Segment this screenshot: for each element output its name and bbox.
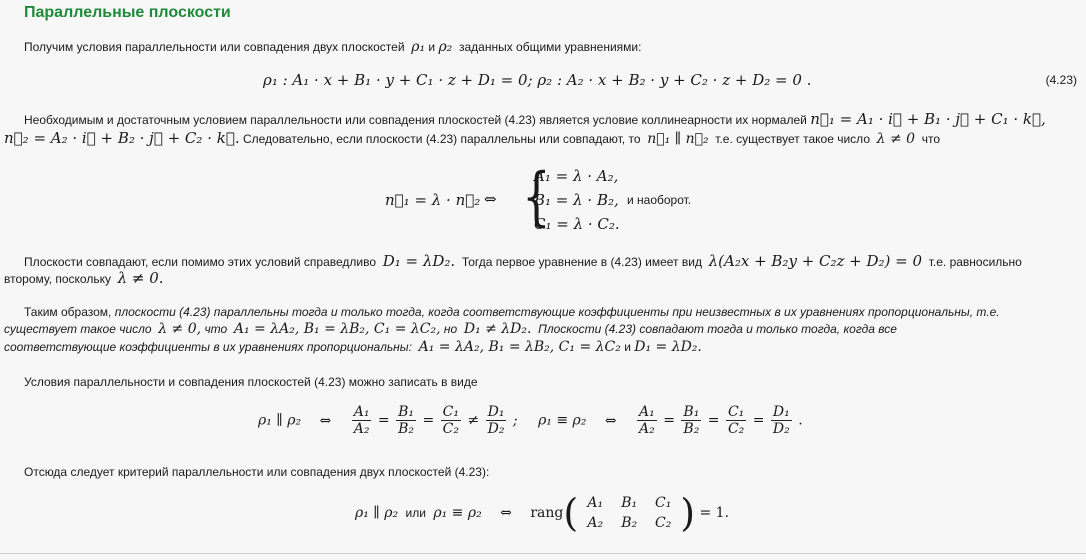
exists-text: т.е. существует такое число [715,132,870,146]
frac-h-num: D₁ [772,404,790,420]
frac-c-num: C₁ [442,404,459,420]
summary-d-neq: D₁ ≠ λD₂. [463,321,532,337]
d-condition: D₁ = λD₂. [382,252,456,270]
coincide-text-b: Тогда первое уравнение в (4.23) имеет вид [461,255,702,269]
intro-text-b: заданных общими уравнениями: [458,40,642,54]
frac-g-den: C₂ [727,421,745,437]
rank-result: = 1. [699,505,730,521]
normal2-formula: n⃗₂ = A₂ · i⃗ + B₂ · j⃗ + C₂ · k⃗. [4,129,240,147]
coincide-paragraph-line1 [24,253,1022,270]
summary-d-eq: D₁ = λD₂. [634,339,702,355]
summary-that: что [204,322,228,336]
left-paren: ( [563,491,579,535]
frac-e-num: A₁ [639,404,655,420]
that-text: что [921,132,941,146]
frac-a-den: A₂ [353,421,370,437]
coef-matrix [578,493,680,533]
coincide-text-c: т.е. равносильно [928,255,1022,269]
equation-number: (4.23) [1045,73,1077,87]
rank-equation [355,493,729,533]
parallel-normals-formula: n⃗₁ ∥ n⃗₂ [647,131,709,147]
normals-paragraph-line2 [4,130,940,147]
consequence-text: Следовательно, если плоскости (4.23) параллельны или совпадают, то [242,132,641,146]
m-c2: C₂ [655,515,672,531]
rho2-symbol: ρ₂ [438,39,453,55]
frac-c-den: C₂ [442,421,459,437]
system-row-c: C₁ = λ · C₂. [534,215,620,233]
equation-4-23: ρ₁ : A₁ · x + B₁ · y + C₁ · z + D₁ = 0; ρ₂ : A₂ · x + B₂ · y + C₂ · z + D₂ = 0 . [263,71,812,89]
conversely-text: и наоборот. [627,193,692,207]
summary-all-proportions: A₁ = λA₂, B₁ = λB₂, C₁ = λC₂ [418,339,621,355]
eq-sign-4: = [707,412,720,429]
summary-line1 [24,304,1000,320]
neq-sign: ≠ [467,412,480,429]
rank-coincide: ρ₁ ≡ ρ₂ [433,505,482,521]
summary-but: но [443,322,458,336]
ratio-equation [258,404,803,437]
lambda-equation: λ(A₂x + B₂y + C₂z + D₂) = 0 [708,252,923,270]
frac-a-num: A₁ [353,404,370,420]
m-b2: B₂ [621,515,638,531]
frac-e-den: A₂ [639,421,655,437]
m-b1: B₁ [621,495,638,511]
system-row-a: A₁ = λ · A₂, [534,167,619,185]
rank-parallel: ρ₁ ∥ ρ₂ [355,505,399,521]
normals-paragraph-line1 [24,111,1046,128]
summary-italic-c: Плоскости (4.23) совпадают тогда и только тогда, когда все [538,322,897,336]
ratio-iff-1: ⇔ [319,412,332,429]
summary-and: и [624,340,631,354]
rank-or: или [405,506,426,520]
right-paren: ) [680,491,696,535]
intro-and: и [428,40,436,54]
summary-italic-a: плоскости (4.23) параллельны тогда и только тогда, когда соответствующие коэффициенты при неизвестных в их уравнениях пропорциональны, т.е. [114,305,1000,319]
write-form-text: Условия параллельности и совпадения плоскостей (4.23) можно записать в виде [24,375,478,389]
eq-sign-1: = [377,412,390,429]
summary-proportions: A₁ = λA₂, B₁ = λB₂, C₁ = λC₂, [233,321,441,337]
eq-sign-5: = [752,412,765,429]
lambda-nonzero-2: λ ≠ 0. [117,269,164,287]
system-rows [534,164,620,236]
lambda-nonzero: λ ≠ 0 [876,131,916,147]
frac-h-den: D₂ [772,421,790,437]
coincide-symbol: ρ₁ ≡ ρ₂ [538,412,587,429]
intro-paragraph [24,39,641,55]
eq-sign-2: = [422,412,435,429]
matrix-row-1 [578,493,680,513]
eq-sign-3: = [663,412,675,429]
frac-d-den: D₂ [487,421,505,437]
parallel-symbol: ρ₁ ∥ ρ₂ [258,412,302,429]
system-iff: ⇔ [484,190,497,208]
coincide-paragraph-line2 [4,270,164,287]
summary-italic-d: соответствующие коэффициенты в их уравнениях пропорциональны: [4,340,412,354]
m-a2: A₂ [587,515,604,531]
coincide-text-a: Плоскости совпадают, если помимо этих условий справедливо [24,255,377,269]
normals-text: Необходимым и достаточным условием параллельности или совпадения плоскостей (4.23) является условие коллинеарности их нормалей [24,113,807,127]
m-c1: C₁ [655,495,672,511]
rho1-symbol: ρ₁ [411,39,426,55]
bottom-divider [0,553,1086,554]
semicolon: ; [512,412,518,429]
coincide-text-d: второму, поскольку [4,272,111,286]
criterion-text: Отсюда следует критерий параллельности или совпадения двух плоскостей (4.23): [24,465,490,479]
system-row-b: B₁ = λ · B₂, [534,191,619,209]
matrix-row-2 [578,513,680,533]
system-brace: { [522,160,551,234]
rang-label: rang [530,505,564,521]
normal1-formula: n⃗₁ = A₁ · i⃗ + B₁ · j⃗ + C₁ · k⃗, [810,110,1046,128]
summary-italic-b: существует такое число [4,322,152,336]
rank-iff: ⇔ [500,505,512,521]
m-a1: A₁ [587,495,604,511]
summary-line2 [4,321,897,337]
intro-text-a: Получим условия параллельности или совпадения двух плоскостей [24,40,405,54]
frac-b-num: B₁ [398,404,414,420]
summary-lead: Таким образом, [24,305,112,319]
frac-f-den: B₂ [683,421,700,437]
system-lhs: n⃗₁ = λ · n⃗₂ [385,191,481,209]
page-title: Параллельные плоскости [24,4,231,21]
frac-b-den: B₂ [398,421,414,437]
frac-f-num: B₁ [683,404,700,420]
ratio-iff-2: ⇔ [604,412,617,429]
summary-line3 [4,339,702,355]
frac-d-num: D₁ [487,404,505,420]
summary-lambda: λ ≠ 0, [158,321,202,337]
period: . [798,412,803,429]
frac-g-num: C₁ [727,404,745,420]
